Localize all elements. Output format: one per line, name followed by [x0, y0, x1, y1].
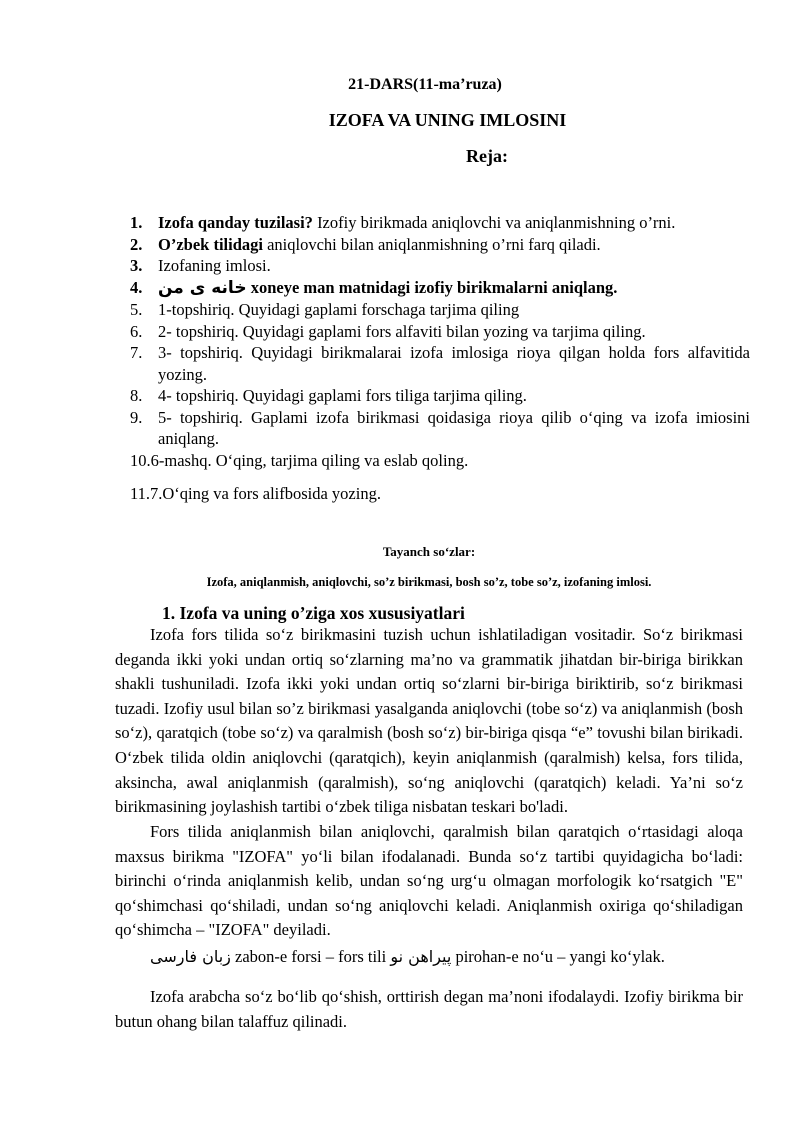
plan-item-text: aniqlovchi bilan aniqlanmishning o’rni farq qiladi. — [262, 234, 601, 254]
keywords-list: Izofa, aniqlanmish, aniqlovchi, so’z birikmasi, bosh so’z, tobe so’z, izofaning imlosi. — [206, 575, 652, 589]
plan-item-number: 4. — [130, 277, 143, 297]
section-heading: 1. Izofa va uning o’ziga xos xususiyatlari — [162, 603, 465, 623]
plan-item-bold: xoneye man matnidagi izofiy birikmalarni aniqlang. — [246, 277, 618, 297]
example-arabic: پیراهن نو — [390, 947, 452, 966]
plan-item — [130, 450, 750, 472]
plan-item — [130, 483, 750, 505]
plan-item-text: Izofiy birikmada aniqlovchi va aniqlanmishning o’rni. — [312, 213, 676, 232]
document-title: IZOFA VA UNING IMLOSINI — [328, 110, 567, 130]
keywords-label: Tayanch so‘zlar: — [382, 544, 476, 559]
plan-item — [130, 407, 750, 450]
example-text: zabon-e forsi – fors tili — [230, 947, 391, 966]
plan-item-number: 6. — [130, 321, 143, 341]
plan-item-text: 6-mashq. O‘qing, tarjima qiling va eslab qoling. — [150, 450, 469, 470]
plan-item-number: 7. — [130, 343, 143, 362]
plan-label: Reja: — [466, 146, 508, 166]
plan-item-bold: Izofa qanday tuzilasi? — [158, 213, 313, 232]
plan-item-number: 3. — [130, 256, 143, 275]
plan-item-number: 8. — [130, 386, 143, 405]
plan-item-text: 3- topshiriq. Quyidagi birikmalarai izofa imlosiga rioya qilgan holda fors alfavitida yozing. — [158, 343, 750, 384]
plan-list — [130, 212, 750, 505]
plan-item-text: 5- topshiriq. Gaplami izofa birikmasi qoidasiga rioya qilib o‘qing va izofa imiosini aniqlang. — [158, 407, 750, 448]
plan-item-bold: O’zbek tilidagi — [158, 234, 263, 254]
plan-item-number: 1. — [130, 213, 143, 232]
example-line — [150, 947, 665, 967]
plan-item-number: 2. — [130, 234, 143, 254]
plan-item-number: 5. — [130, 300, 143, 319]
plan-item — [130, 212, 750, 234]
plan-item-text: 2- topshiriq. Quyidagi gaplami fors alfaviti bilan yozing va tarjima qiling. — [158, 321, 646, 341]
plan-item-text: 4- topshiriq. Quyidagi gaplami fors tiliga tarjima qiling. — [158, 386, 527, 405]
plan-item — [130, 321, 750, 343]
plan-item — [130, 234, 750, 256]
lesson-number: 21-DARS(11-ma’ruza) — [348, 76, 502, 93]
plan-item — [130, 255, 750, 277]
plan-item — [130, 299, 750, 321]
paragraph: Izofa arabcha so‘z bo‘lib qo‘shish, orttirish degan ma’noni ifodalaydi. Izofiy birikma bir butun ohang bilan talaffuz qilinadi. — [115, 987, 743, 1031]
plan-item-arabic: خانه ی من — [158, 277, 247, 298]
plan-item — [130, 277, 750, 300]
example-arabic: زبان فارسی — [150, 947, 231, 966]
paragraph: Fors tilida aniqlanmish bilan aniqlovchi, qaralmish bilan qaratqich o‘rtasidagi aloqa maxsus birikma "IZOFA" yo‘li bilan ifodalanadi. Bunda so‘z tartibi quyidagicha bo‘ladi: birinchi o‘rinda aniqlanmish kelib, undan so‘ng urg‘u olmagan morfologik ko‘rsatgich "E" qo‘shimchasi qo‘shiladi, undan so‘ng aniqlovchi keladi. Aniqlanmish oxiriga qo‘shiladigan qo‘shimcha – "IZOFA" deyiladi. — [115, 822, 743, 940]
plan-item-number: 10. — [130, 450, 151, 470]
example-text: pirohan-e no‘u – yangi ko‘ylak. — [451, 947, 665, 966]
plan-item-number: 9. — [130, 407, 143, 427]
plan-item-text: 7.O‘qing va fors alifbosida yozing. — [150, 484, 381, 503]
plan-item-text: Izofaning imlosi. — [158, 256, 271, 275]
paragraph: Izofa fors tilida so‘z birikmasini tuzish uchun ishlatiladigan vositadir. So‘z birikmasi deganda ikki yoki undan ortiq so‘zlarning ma’no va grammatik jihatdan bir-biriga birikkan shakli tushuniladi. Izofa ikki yoki undan ortiq so‘zlarni bir-biriga biriktirib, so‘z birikmasi tuzadi. Izofiy usul bilan so’z birikmasi yasalganda aniqlovchi (tobe so‘z) va aniqlanmish (bosh so‘z), qaratqich (tobe so‘z) va qaralmish (bosh so‘z) bir-biriga qisqa “e” tovushi bilan birikadi. O‘zbek tilida oldin aniqlovchi (qaratqich), keyin aniqlanmish (qaralmish) kelsa, fors tilida, aksincha, awal aniqlanmish (qaralmish), so‘ng aniqlovchi (qaratqich) keladi. Ya’ni so‘z birikmasining joylashish tartibi o‘zbek tiliga nisbatan teskari bo'ladi. — [115, 625, 743, 817]
plan-item — [130, 342, 750, 385]
plan-item — [130, 385, 750, 407]
plan-item-number: 11. — [130, 484, 151, 503]
plan-item-text: 1-topshiriq. Quyidagi gaplami forschaga tarjima qiling — [158, 300, 520, 319]
